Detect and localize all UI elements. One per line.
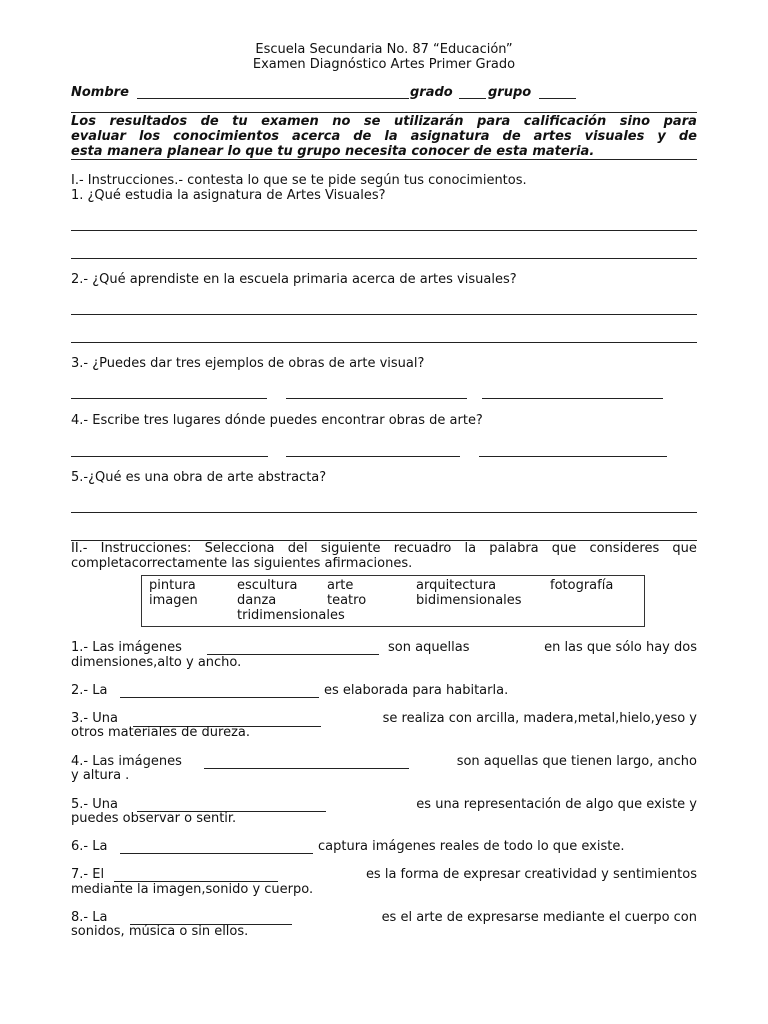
sentence-6-pre: 6.- La: [71, 839, 108, 854]
sentence-6-blank[interactable]: [120, 853, 313, 854]
notice-top-rule: [71, 112, 697, 113]
word-escultura: escultura: [237, 578, 298, 593]
sentence-8-line-2: sonidos, música o sin ellos.: [71, 924, 249, 939]
sentence-2-blank[interactable]: [120, 697, 319, 698]
sentence-1-end: en las que sólo hay dos: [544, 640, 697, 655]
sentence-7-line-2: mediante la imagen,sonido y cuerpo.: [71, 882, 314, 897]
sentence-2-post: es elaborada para habitarla.: [324, 683, 509, 698]
answer-3-blank-2[interactable]: [286, 398, 467, 399]
name-blank[interactable]: [137, 98, 409, 99]
part2-instructions-line-1: II.- Instrucciones: Selecciona del siguiente recuadro la palabra que consideres que: [71, 541, 697, 556]
answer-4-blank-3[interactable]: [479, 456, 667, 457]
word-pintura: pintura: [149, 578, 196, 593]
word-danza: danza: [237, 593, 277, 608]
word-bidimensionales: bidimensionales: [416, 593, 522, 608]
sentence-4-blank[interactable]: [204, 768, 409, 769]
sentence-1-pre: 1.- Las imágenes: [71, 640, 182, 655]
answer-3-blank-3[interactable]: [482, 398, 663, 399]
sentence-1-post: son aquellas: [388, 640, 470, 655]
sentence-3-post: se realiza con arcilla, madera,metal,hielo,yeso y: [382, 711, 697, 726]
sentence-4-pre: 4.- Las imágenes: [71, 754, 182, 769]
notice-line-2: evaluar los conocimientos acerca de la asignatura de artes visuales y de: [71, 129, 697, 144]
word-fotografia: fotografía: [550, 578, 614, 593]
part2-instructions-line-2: completacorrectamente las siguientes afirmaciones.: [71, 556, 413, 571]
question-2: 2.- ¿Qué aprendiste en la escuela primaria acerca de artes visuales?: [71, 272, 517, 287]
sentence-7-post: es la forma de expresar creatividad y sentimientos: [365, 867, 697, 882]
sentence-3-pre: 3.- Una: [71, 711, 118, 726]
question-5: 5.-¿Qué es una obra de arte abstracta?: [71, 470, 327, 485]
word-arte: arte: [327, 578, 354, 593]
answer-4-blank-1[interactable]: [71, 456, 268, 457]
sentence-3-line-2: otros materiales de dureza.: [71, 725, 250, 740]
sentence-8-pre: 8.- La: [71, 910, 108, 925]
word-teatro: teatro: [327, 593, 367, 608]
grade-label: grado: [410, 85, 453, 100]
answer-1-line-1[interactable]: [71, 230, 697, 231]
sentence-8-post: es el arte de expresarse mediante el cuerpo con: [381, 910, 697, 925]
answer-2-line-1[interactable]: [71, 314, 697, 315]
answer-4-blank-2[interactable]: [286, 456, 460, 457]
answer-2-line-2[interactable]: [71, 342, 697, 343]
word-arquitectura: arquitectura: [416, 578, 497, 593]
grade-blank[interactable]: [459, 98, 486, 99]
school-name: Escuela Secundaria No. 87 “Educación”: [255, 42, 513, 57]
word-bank: [141, 575, 645, 627]
answer-3-blank-1[interactable]: [71, 398, 267, 399]
group-blank[interactable]: [539, 98, 576, 99]
sentence-1-line-2: dimensiones,alto y ancho.: [71, 655, 242, 670]
group-label: grupo: [488, 85, 532, 100]
sentence-5-line-2: puedes observar o sentir.: [71, 811, 237, 826]
part2-instructions: [71, 541, 697, 571]
sentence-4-line-2: y altura .: [71, 768, 130, 783]
notice: [71, 114, 697, 159]
question-1: 1. ¿Qué estudia la asignatura de Artes Visuales?: [71, 188, 386, 203]
question-4: 4.- Escribe tres lugares dónde puedes encontrar obras de arte?: [71, 413, 483, 428]
notice-bottom-rule: [71, 159, 697, 160]
answer-1-line-2[interactable]: [71, 258, 697, 259]
exam-title: Examen Diagnóstico Artes Primer Grado: [252, 57, 516, 72]
sentence-6-post: captura imágenes reales de todo lo que existe.: [318, 839, 625, 854]
question-3: 3.- ¿Puedes dar tres ejemplos de obras de arte visual?: [71, 356, 425, 371]
name-label: Nombre: [71, 85, 129, 100]
notice-line-1: Los resultados de tu examen no se utilizarán para calificación sino para: [71, 114, 697, 129]
sentence-7-pre: 7.- El: [71, 867, 105, 882]
sentence-4-post: son aquellas que tienen largo, ancho: [456, 754, 697, 769]
sentence-2-pre: 2.- La: [71, 683, 108, 698]
sentence-5-pre: 5.- Una: [71, 797, 118, 812]
sentence-5-post: es una representación de algo que existe y: [416, 797, 697, 812]
word-tridimensionales: tridimensionales: [237, 608, 345, 623]
part1-instructions: I.- Instrucciones.- contesta lo que se te pide según tus conocimientos.: [71, 173, 527, 188]
word-imagen: imagen: [149, 593, 198, 608]
answer-5-line-1[interactable]: [71, 512, 697, 513]
notice-line-3: esta manera planear lo que tu grupo necesita conocer de esta materia.: [71, 144, 595, 159]
